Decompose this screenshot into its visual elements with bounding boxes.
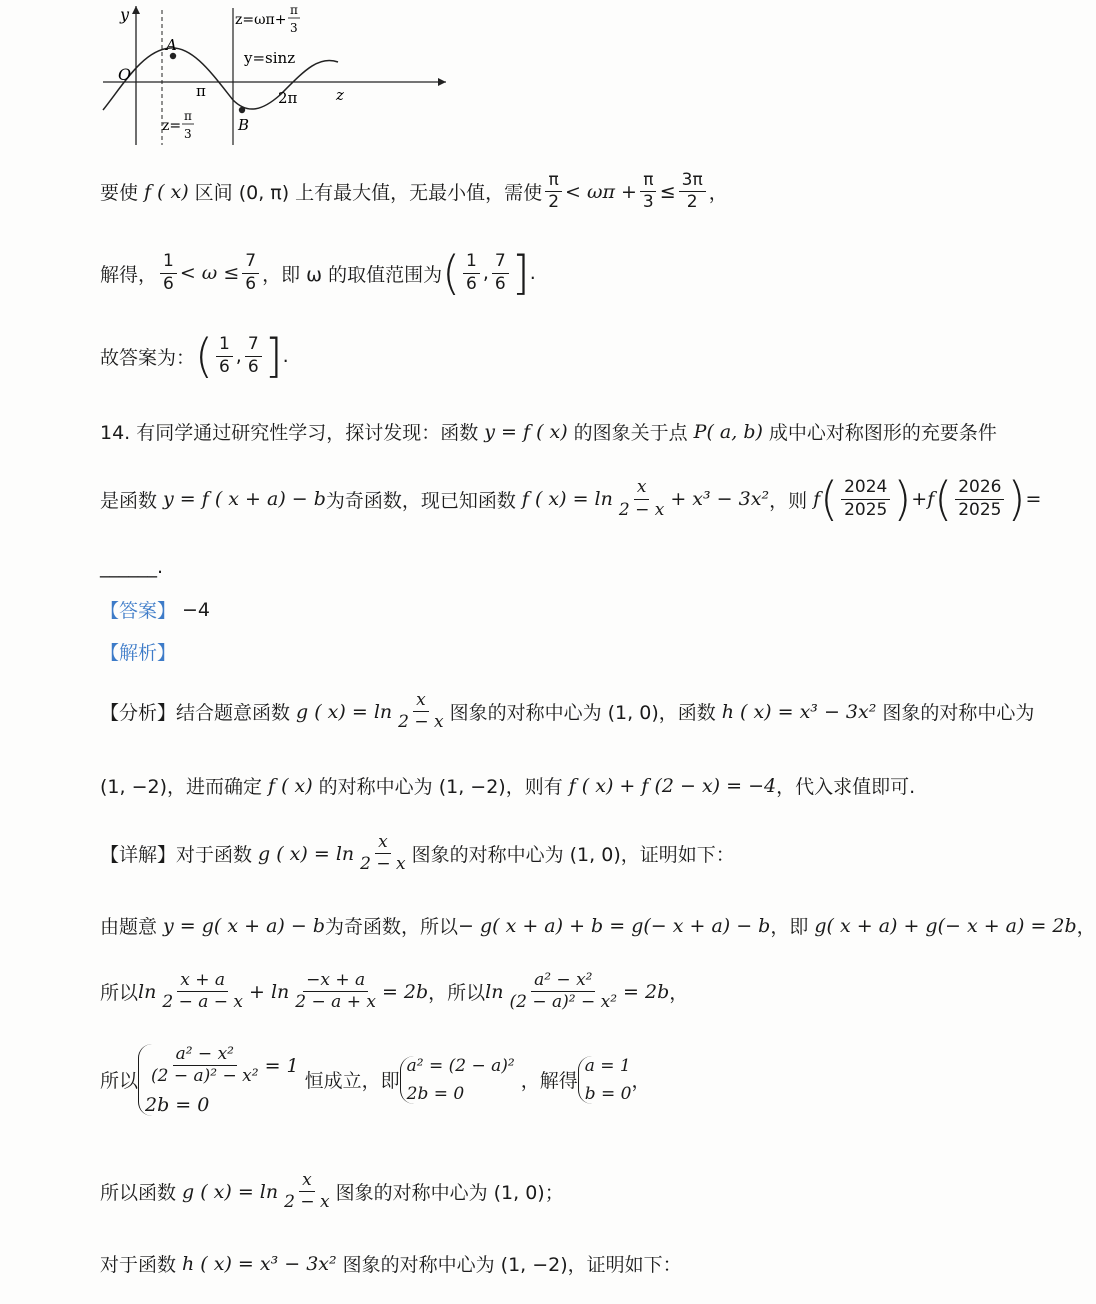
math: 2b = 0: [145, 1093, 210, 1116]
text: ，解得: [520, 1070, 578, 1093]
text: 故答案为：: [100, 346, 196, 369]
system-brace-3: [578, 1056, 632, 1104]
paren-right: ): [1007, 472, 1026, 526]
math: y = g( x + a) − b: [163, 914, 325, 937]
text-line-1: [100, 170, 728, 214]
system-row: [145, 1044, 299, 1088]
math: g ( x) = ln: [182, 1180, 279, 1203]
math: g ( x) = ln: [258, 842, 355, 865]
math: + x³ − 3x²: [670, 488, 770, 510]
proof-line-3: [100, 1044, 651, 1116]
text: 解得，: [100, 263, 158, 286]
text: 14. 有同学通过研究性学习，探讨发现：函数: [100, 422, 479, 444]
paren-left: (: [934, 472, 953, 526]
fenxi-tag: 【分析】: [100, 702, 177, 725]
text: ，即 ω 的取值范围为: [262, 263, 443, 286]
math: f ( x): [268, 774, 313, 797]
answer-blank: ______.: [100, 556, 164, 578]
paren-right: ): [893, 472, 912, 526]
label-a: A: [166, 36, 177, 54]
fenxi-line-1: [100, 690, 1034, 734]
answer-tag: 【答案】: [100, 600, 177, 622]
math: < ωπ +: [565, 180, 637, 203]
text: 对于函数: [176, 844, 253, 867]
text: ，: [1076, 916, 1096, 938]
system-brace-2: [400, 1056, 515, 1104]
xiangjie-line: [100, 832, 735, 876]
text: 要使: [100, 182, 139, 205]
math: = 1: [264, 1054, 299, 1077]
bracket-right: ]: [264, 329, 283, 383]
label-origin: O: [118, 65, 132, 84]
math: = 2b: [381, 980, 429, 1003]
math: − g( x + a) + b = g(− x + a) − b: [458, 914, 771, 937]
math: + ln: [249, 980, 290, 1003]
fenxi-line-2: [100, 772, 915, 799]
bracket-left: (: [442, 246, 461, 300]
label-2pi: 2π: [278, 89, 298, 107]
label-right-line: z=ωπ+: [235, 12, 287, 28]
math: 2b = 0: [406, 1083, 465, 1104]
text: 是函数: [100, 489, 158, 512]
text: 所以: [100, 1070, 139, 1093]
point-b: [239, 107, 245, 113]
blank-line: [100, 556, 163, 578]
fraction: $\frac{-x + a}{2 - a + x}$: [295, 970, 376, 1013]
math: g( x + a) + g(− x + a) = 2b: [814, 914, 1077, 937]
fraction: $\frac{2026}{2025}$: [955, 477, 1004, 521]
math: f: [813, 488, 821, 510]
fraction: $\frac{\pi}{2}$: [545, 170, 562, 214]
fraction: $\frac{7}{6}$: [492, 251, 509, 295]
fraction: $\frac{x}{2 - x}$: [618, 477, 665, 520]
text: .: [282, 345, 289, 367]
text: 为奇函数，所以: [324, 916, 458, 938]
fraction: $\frac{x}{2 - x}$: [360, 832, 406, 875]
text: (1, −2)，进而确定: [100, 776, 263, 798]
text: 图象的对称中心为 (1, 0)，函数: [449, 702, 716, 725]
text: 成中心对称图形的充要条件: [768, 422, 997, 444]
comma: ,: [482, 262, 489, 284]
fraction: $\frac{2024}{2025}$: [841, 477, 890, 521]
text: 图象的对称中心为 (1, −2)，证明如下：: [342, 1254, 682, 1276]
text: 图象的对称中心为: [882, 702, 1035, 725]
sine-curve: [103, 48, 338, 110]
text: ，即: [770, 916, 809, 938]
text: =: [1025, 488, 1042, 510]
text: ，: [631, 1070, 651, 1093]
math: ln: [485, 980, 504, 1003]
fraction: $\frac{\text{a² − x²}}{\text{(2 − a)² − x²}}$: [151, 1044, 259, 1087]
text: 对于函数: [100, 1254, 177, 1276]
answer-line: [100, 596, 210, 623]
analysis-tag: 【解析】: [100, 642, 177, 664]
sine-graph: [98, 0, 458, 150]
text: 由题意: [100, 916, 158, 938]
text: 区间 (0, π) 上有最大值，无最小值，需使: [194, 182, 543, 205]
bracket-left: (: [195, 329, 213, 383]
text: +: [911, 488, 928, 510]
label-left-pi: π: [184, 109, 192, 123]
label-left-3: 3: [184, 127, 192, 141]
fraction: $\frac{x + a}{2 - a - x}$: [162, 970, 243, 1013]
math: f ( x): [144, 180, 189, 203]
label-sin: y=sinz: [244, 49, 296, 67]
text: 图象的对称中心为 (1, 0)；: [335, 1182, 564, 1205]
text: ，: [669, 982, 689, 1005]
z-axis-arrow: [438, 78, 446, 86]
text: 的图象关于点: [573, 422, 688, 444]
fraction: $\frac{1}{6}$: [160, 251, 177, 295]
fraction: $\frac{7}{6}$: [245, 334, 262, 378]
text: ，所以: [428, 982, 486, 1005]
fraction: $\frac{\pi}{3}$: [640, 170, 657, 214]
bracket-right: ]: [511, 246, 530, 300]
text: .: [529, 262, 536, 284]
math: b = 0: [584, 1083, 632, 1104]
math: = 2b: [623, 980, 670, 1003]
fraction: $\frac{3\pi}{2}$: [679, 170, 706, 214]
label-right-pi: π: [290, 3, 298, 17]
text: ，: [708, 182, 728, 205]
text-line-3: [100, 329, 289, 383]
label-y: y: [120, 5, 130, 24]
fraction: $\frac{1}{6}$: [216, 334, 233, 378]
proof-line-4: [100, 1170, 564, 1214]
fraction: $\frac{x}{2 - x}$: [284, 1170, 330, 1213]
fraction: $\frac{1}{6}$: [463, 251, 480, 295]
answer-value: −4: [182, 598, 211, 621]
text: ≤: [659, 180, 676, 203]
paren-left: (: [820, 472, 839, 526]
fraction: $\frac{\text{a² − x²}}{\text{(2 − a)² − x²}}$: [509, 970, 618, 1013]
label-right-3: 3: [290, 21, 298, 35]
math: f ( x) = ln: [521, 488, 613, 510]
y-axis-arrow: [132, 6, 140, 14]
fraction: $\frac{7}{6}$: [242, 251, 259, 295]
math: ln: [138, 980, 157, 1003]
xiangjie-tag: 【详解】: [100, 844, 177, 867]
label-b: B: [238, 116, 250, 134]
text: 的对称中心为 (1, −2)，则有: [318, 776, 563, 798]
math: < ω ≤: [179, 262, 240, 284]
text-line-2: [100, 246, 536, 300]
q14-line-2: [100, 472, 1042, 526]
label-left-line: z=: [162, 118, 182, 134]
text: 所以: [100, 982, 139, 1005]
text: 结合题意函数: [176, 702, 291, 725]
system-brace-1: [138, 1044, 299, 1116]
label-pi: π: [196, 82, 206, 100]
proof-line-2: [100, 970, 688, 1014]
text: 所以函数: [100, 1182, 177, 1205]
text: 恒成立，即: [304, 1070, 400, 1093]
math: a² = (2 − a)²: [406, 1055, 515, 1076]
proof-line-1: [100, 912, 1096, 939]
math: f: [927, 488, 935, 510]
text: 图象的对称中心为 (1, 0)，证明如下：: [411, 844, 735, 867]
fraction: $\frac{x}{2 - x}$: [398, 690, 444, 733]
q14-line-1: [100, 418, 997, 445]
math: a = 1: [584, 1055, 631, 1076]
text: 为奇函数，现已知函数: [325, 489, 516, 512]
math: y = f ( x): [484, 420, 568, 443]
text: ，代入求值即可.: [776, 776, 916, 798]
label-z: z: [336, 86, 344, 104]
math: f ( x) + f (2 − x) = −4: [568, 774, 777, 797]
comma: ,: [235, 345, 242, 367]
text: ，则: [769, 489, 808, 512]
math: h ( x) = x³ − 3x²: [721, 700, 877, 723]
proof-line-5: [100, 1250, 682, 1277]
analysis-tag-line: [100, 638, 176, 665]
math: P( a, b): [693, 420, 763, 443]
math: y = f ( x + a) − b: [163, 488, 326, 510]
math: h ( x) = x³ − 3x²: [182, 1252, 337, 1275]
math: g ( x) = ln: [296, 700, 393, 723]
